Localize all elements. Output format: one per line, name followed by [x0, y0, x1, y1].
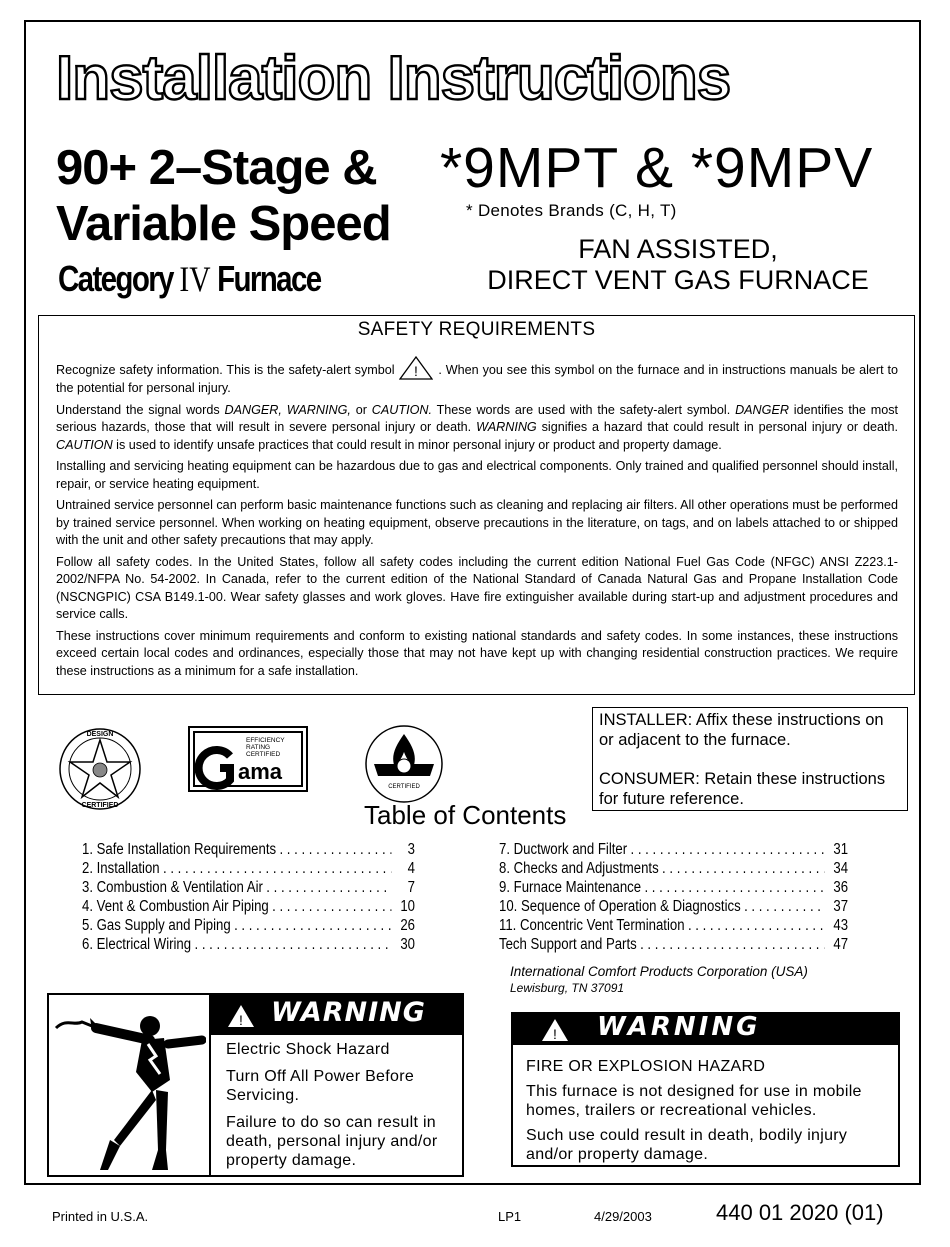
svg-text:!: ! [239, 1012, 243, 1028]
furnace-type [440, 234, 916, 296]
product-subtitle [56, 140, 391, 252]
safety-paragraph: Follow all safety codes. In the United States, follow all safety codes including the current edition National Fuel Gas Code (NFGC) ANSI Z223.1-2002/NFPA No. 54-2002. In Canada, refer to the current edition of the National Standard of Canada Natural Gas and Propane Installation Code (NSCNGPIC) CSA B149.1-00. Wear safety glasses and work gloves. Have fire extinguisher available during start-up and adjustment procedures and service calls. [56, 554, 898, 621]
safety-title: SAFETY REQUIREMENTS [357, 319, 596, 340]
electric-shock-text [226, 1040, 458, 1178]
category-suffix: Furnace [217, 258, 321, 299]
subtitle-line-1: 90+ 2–Stage & [56, 141, 377, 195]
toc-entry-label: 11. Concentric Vent Termination [499, 917, 685, 934]
toc-entry-page: 26 [400, 917, 415, 934]
form-code: LP1 [498, 1209, 522, 1224]
warning-consequence: Failure to do so can result in death, personal injury and/or property damage. [226, 1114, 438, 1169]
safety-text: or [350, 402, 372, 417]
toc-entry[interactable] [82, 878, 415, 897]
gama-certified-logo [188, 726, 308, 792]
subtitle-line-2: Variable Speed [56, 197, 391, 251]
toc-entry-page: 47 [833, 936, 849, 953]
toc-entry[interactable] [82, 916, 415, 935]
safety-body [56, 356, 898, 684]
toc-leader [194, 935, 391, 954]
toc-entry-page: 34 [833, 860, 849, 877]
toc-entry[interactable] [499, 916, 848, 935]
toc-entry[interactable] [499, 859, 848, 878]
furnace-type-line-2: DIRECT VENT GAS FURNACE [487, 265, 869, 295]
safety-text: identifies the most serious hazards, those that will result in severe personal injury or death. [56, 402, 898, 434]
toc-leader [640, 935, 824, 954]
signal-word: CAUTION. [371, 402, 432, 417]
consumer-text: CONSUMER: Retain these instructions for future reference. [599, 770, 886, 808]
toc-entry[interactable] [499, 897, 848, 916]
toc-leader [272, 897, 391, 916]
toc-entry-page: 30 [400, 936, 415, 953]
toc-entry-label: 3. Combustion & Ventilation Air [82, 879, 263, 896]
toc-leader [631, 840, 825, 859]
toc-entry-page: 43 [833, 917, 849, 934]
toc-entry-label: 4. Vent & Combustion Air Piping [82, 898, 269, 915]
toc-entry[interactable] [82, 897, 415, 916]
toc-leader [266, 878, 391, 897]
category-prefix: Category [58, 258, 173, 299]
toc-entry-label: 9. Furnace Maintenance [499, 879, 642, 896]
toc-title: Table of Contents [364, 800, 567, 830]
signal-word: CAUTION [56, 437, 113, 452]
company-name: International Comfort Products Corporation (USA) [510, 964, 808, 979]
printed-in: Printed in U.S.A. [52, 1209, 149, 1224]
warning-instruction: Turn Off All Power Before Servicing. [226, 1068, 415, 1104]
logo-text: CERTIFIED [388, 784, 420, 790]
logo-text: RATING [246, 744, 271, 751]
logo-text: DESIGN [86, 731, 114, 738]
svg-text:!: ! [553, 1026, 557, 1042]
toc-entry-label: 7. Ductwork and Filter [499, 841, 628, 858]
warning-header-text: WARNING [597, 1012, 761, 1042]
toc-entry[interactable] [499, 878, 848, 897]
signal-word: DANGER [735, 402, 789, 417]
toc-leader [744, 897, 824, 916]
toc-leader [662, 859, 824, 878]
toc-entry-label: 6. Electrical Wiring [82, 936, 192, 953]
warning-restriction: This furnace is not designed for use in mobile homes, trailers or recreational vehicles. [526, 1083, 862, 1119]
category-label [58, 258, 321, 300]
certified-flame-logo [364, 724, 444, 804]
toc-left-column [82, 840, 414, 954]
toc-leader [163, 859, 391, 878]
toc-entry[interactable] [499, 840, 848, 859]
warning-header-text: WARNING [271, 997, 426, 1028]
toc-entry-page: 37 [833, 898, 849, 915]
warning-title: FIRE OR EXPLOSION HAZARD [526, 1058, 766, 1075]
signal-word: WARNING [476, 420, 537, 434]
toc-entry-label: 1. Safe Installation Requirements [82, 841, 277, 858]
model-number: *9MPT & *9MPV [440, 136, 874, 200]
toc-entry-label: 5. Gas Supply and Piping [82, 917, 231, 934]
toc-entry-label: Tech Support and Parts [499, 936, 637, 953]
page-title: Installation Instructions [56, 44, 731, 113]
toc-leader [234, 916, 391, 935]
toc-leader [644, 878, 824, 897]
electric-shock-icon [52, 1000, 206, 1172]
safety-paragraph: Untrained service personnel can perform basic maintenance functions such as cleaning and replacing air filters. All other operations must be performed by trained service personnel. When working on heating equipment, observe precautions in the literature, on tags, and on labels attached to or shipped with the unit and other safety precautions that may apply. [56, 498, 898, 547]
safety-text: signifies a hazard that could result in personal injury or death. [536, 420, 899, 434]
safety-paragraph: Installing and servicing heating equipment can be hazardous due to gas and electrical components. Only trained and qualified personnel should install, repair, or service heating equipment. [56, 459, 898, 491]
toc-leader [688, 916, 824, 935]
toc-entry-page: 36 [833, 879, 849, 896]
toc-right-column [499, 840, 847, 954]
toc-entry-label: 10. Sequence of Operation & Diagnostics [499, 898, 741, 915]
document-number: 440 01 2020 (01) [716, 1200, 884, 1225]
logo-text: ama [238, 759, 283, 784]
fire-explosion-text [526, 1057, 888, 1170]
installer-text: INSTALLER: Affix these instructions on or adjacent to the furnace. [599, 711, 884, 749]
furnace-type-line-1: FAN ASSISTED, [578, 234, 778, 264]
print-date: 4/29/2003 [594, 1209, 652, 1224]
safety-text: Recognize safety information. This is the safety-alert symbol [56, 363, 395, 377]
safety-paragraph [56, 356, 898, 398]
safety-paragraph: These instructions cover minimum requirements and conform to existing national standards and safety codes. In some instances, these instructions exceed certain local codes and ordinances, especially those that may not have kept up with changing residential construction practices. We require these instructions as a minimum for a safe installation. [56, 628, 898, 678]
company-city: Lewisburg, TN 37091 [510, 981, 625, 995]
warning-header [513, 1014, 898, 1045]
warning-title: Electric Shock Hazard [226, 1041, 390, 1058]
safety-text: Understand the signal words [56, 402, 225, 417]
logo-text: EFFICIENCY [246, 737, 285, 744]
signal-word: DANGER, WARNING, [224, 402, 351, 417]
safety-paragraph [56, 402, 898, 455]
toc-entry[interactable] [82, 935, 415, 954]
category-roman: IV [179, 259, 211, 299]
toc-entry[interactable] [82, 859, 415, 878]
safety-alert-icon [399, 356, 433, 380]
warning-triangle-icon [227, 1004, 255, 1028]
safety-text: is used to identify unsafe practices that could result in minor personal injury or product and property damage. [112, 437, 722, 452]
logo-text: CERTIFIED [81, 802, 119, 809]
toc-entry[interactable] [499, 935, 848, 954]
warning-triangle-icon [541, 1018, 569, 1042]
toc-entry-page: 4 [407, 860, 415, 877]
toc-entry[interactable] [82, 840, 415, 859]
warning-consequence: Such use could result in death, bodily injury and/or property damage. [526, 1127, 848, 1163]
logo-text: CERTIFIED [246, 751, 281, 758]
safety-text: These words are used with the safety-alert symbol. [431, 402, 736, 417]
warning-header [211, 995, 462, 1035]
toc-entry-page: 7 [407, 879, 415, 896]
installer-notice [592, 707, 908, 811]
brands-note: * Denotes Brands (C, H, T) [466, 201, 677, 220]
svg-text:!: ! [414, 363, 419, 379]
toc-entry-page: 31 [833, 841, 849, 858]
safety-text: . When you see this symbol on the furnace and in instructions manuals be alert to the potential for personal injury. [56, 363, 899, 395]
toc-entry-page: 10 [400, 898, 415, 915]
company-info [510, 963, 808, 997]
toc-entry-label: 2. Installation [82, 860, 160, 877]
toc-leader [279, 840, 391, 859]
toc-entry-page: 3 [407, 841, 415, 858]
design-certified-logo [58, 726, 142, 812]
toc-entry-label: 8. Checks and Adjustments [499, 860, 659, 877]
